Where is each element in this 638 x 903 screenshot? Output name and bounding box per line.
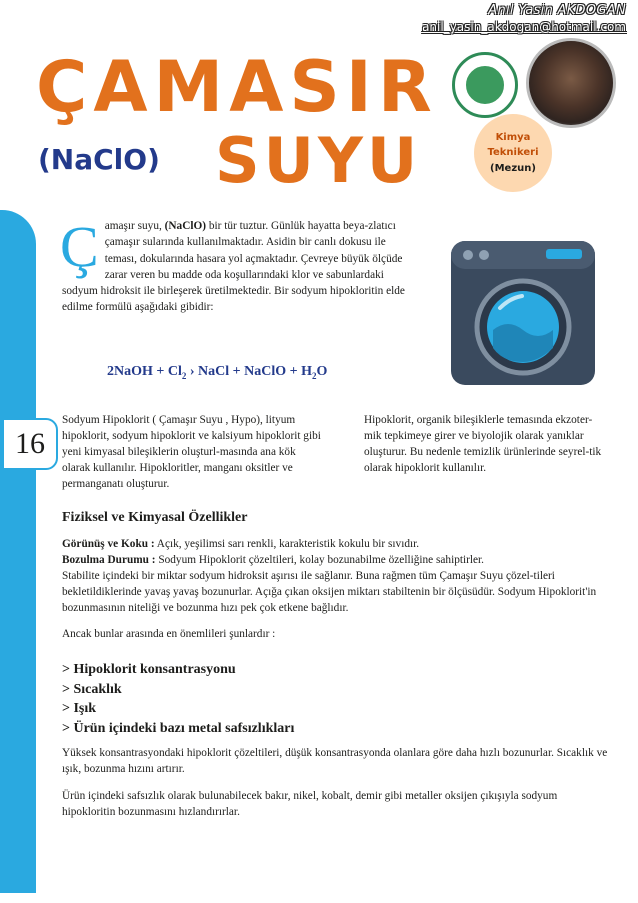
column-right-text: Hipoklorit, organik bileşiklerle temasında ekzoter-mik tepkimeye girer ve biyolojik olarak yanıklar oluşturur. Bu nedenle temizlik ürünlerinde seyrel-tik olarak hipoklorit kullanılır. [364,414,602,474]
author-photo [526,38,616,128]
list-item: > Işık [62,701,97,716]
properties-block [62,536,612,642]
author-name: Anıl Yasin AKDOGAN [488,3,626,18]
factors-list [62,660,294,738]
intro-formula: (NaClO) [164,220,207,232]
washing-machine-icon [448,238,598,388]
closing-paragraphs [62,745,612,831]
list-item: > Ürün içindeki bazı metal safsızlıkları [62,720,295,736]
page-number: 16 [2,418,58,470]
author-email: anil_yasin_akdogan@hotmail.com [422,20,626,34]
list-item: > Hipoklorit konsantrasyonu [62,662,236,677]
reaction-formula: 2NaOH + $Cl_2$ › NaCl + NaClO + $H_2O$ [107,364,328,381]
intro-paragraph [60,214,412,316]
badge-line-3: (Mezun) [490,162,536,174]
side-accent-bar [0,210,36,893]
important-intro: Ancak bunlar arasında en önemlileri şunlardır : [62,628,276,640]
outro-paragraph-1: Yüksek konsantrasyondaki hipoklorit çözeltileri, düşük konsantrasyonda olanlara göre daha hızlı bozunurlar. Sıcaklık ve ışık, bozunma hızını artırır. [62,747,608,775]
intro-text-rest: bir tür tuztur. Günlük hayatta beya-zlatıcı çamaşır sularında kullanılmaktadır. Asidin bir canlı dokusu ile teması, dokularında hasara yol açmaktadır. Çevreye büyük ölçüde zarar veren bu madde oda koşullarındaki klor ve sabunlardaki sodyum hidroksit ile birleşerek üretilmektedir. Bir sodyum hipokloritin elde edilme formülü aşağıdaki gibidir: [62,220,405,314]
appearance-line: Görünüş ve Koku : Açık, yeşilimsi sarı renkli, karakteristik kokulu bir sıvıdır. [62,538,420,550]
university-seal-icon [452,52,518,118]
title-suyu: SUYU [215,124,422,197]
dropcap: Ç [60,214,99,279]
intro-text-start: amaşır suyu, [104,220,165,232]
badge-line-2: Teknikeri [487,147,539,159]
badge-line-1: Kimya [495,131,531,143]
role-badge [474,114,552,192]
title-camasir: ÇAMASIR [36,46,438,128]
title-formula: (NaClO) [38,143,160,176]
list-item: > Sıcaklık [62,681,122,697]
column-left-text: Sodyum Hipoklorit ( Çamaşır Suyu , Hypo), lityum hipoklorit, sodyum hipoklorit ve kalsiyum hipoklorit gibi yeni kimyasal bileşiklerin oluşturl-masında ana kök olarak kullanılır. Hipokloritler, manganı oksitler ve permanganatı oluşturur. [62,414,321,490]
outro-paragraph-2: Ürün içindeki safsızlık olarak bulunabilecek bakır, nikel, kobalt, demir gibi metaller oksijen çıkışıyla sodyum hipokloritin bozunmasını hızlandırırlar. [62,790,558,818]
stability-text: Stabilite içindeki bir miktar sodyum hidroksit aşırısı ile sağlanır. Buna rağmen tüm Çamaşır Suyu çözel-tileri bekletildiklerinde yavaş yavaş bozunurlar. Açığa çıkan oksijen miktarı stabiltenin bir ölçüsüdür. Sodyum Hipoklorit'in bozunmasının niteliği ve bozunma hızı pek çok etkene bağlıdır. [62,570,597,614]
section-heading: Fiziksel ve Kimyasal Özellikler [62,510,248,525]
decay-line: Bozulma Durumu : Sodyum Hipoklorit çözeltileri, kolay bozunabilme özelliğine sahiptirler. [62,554,485,566]
